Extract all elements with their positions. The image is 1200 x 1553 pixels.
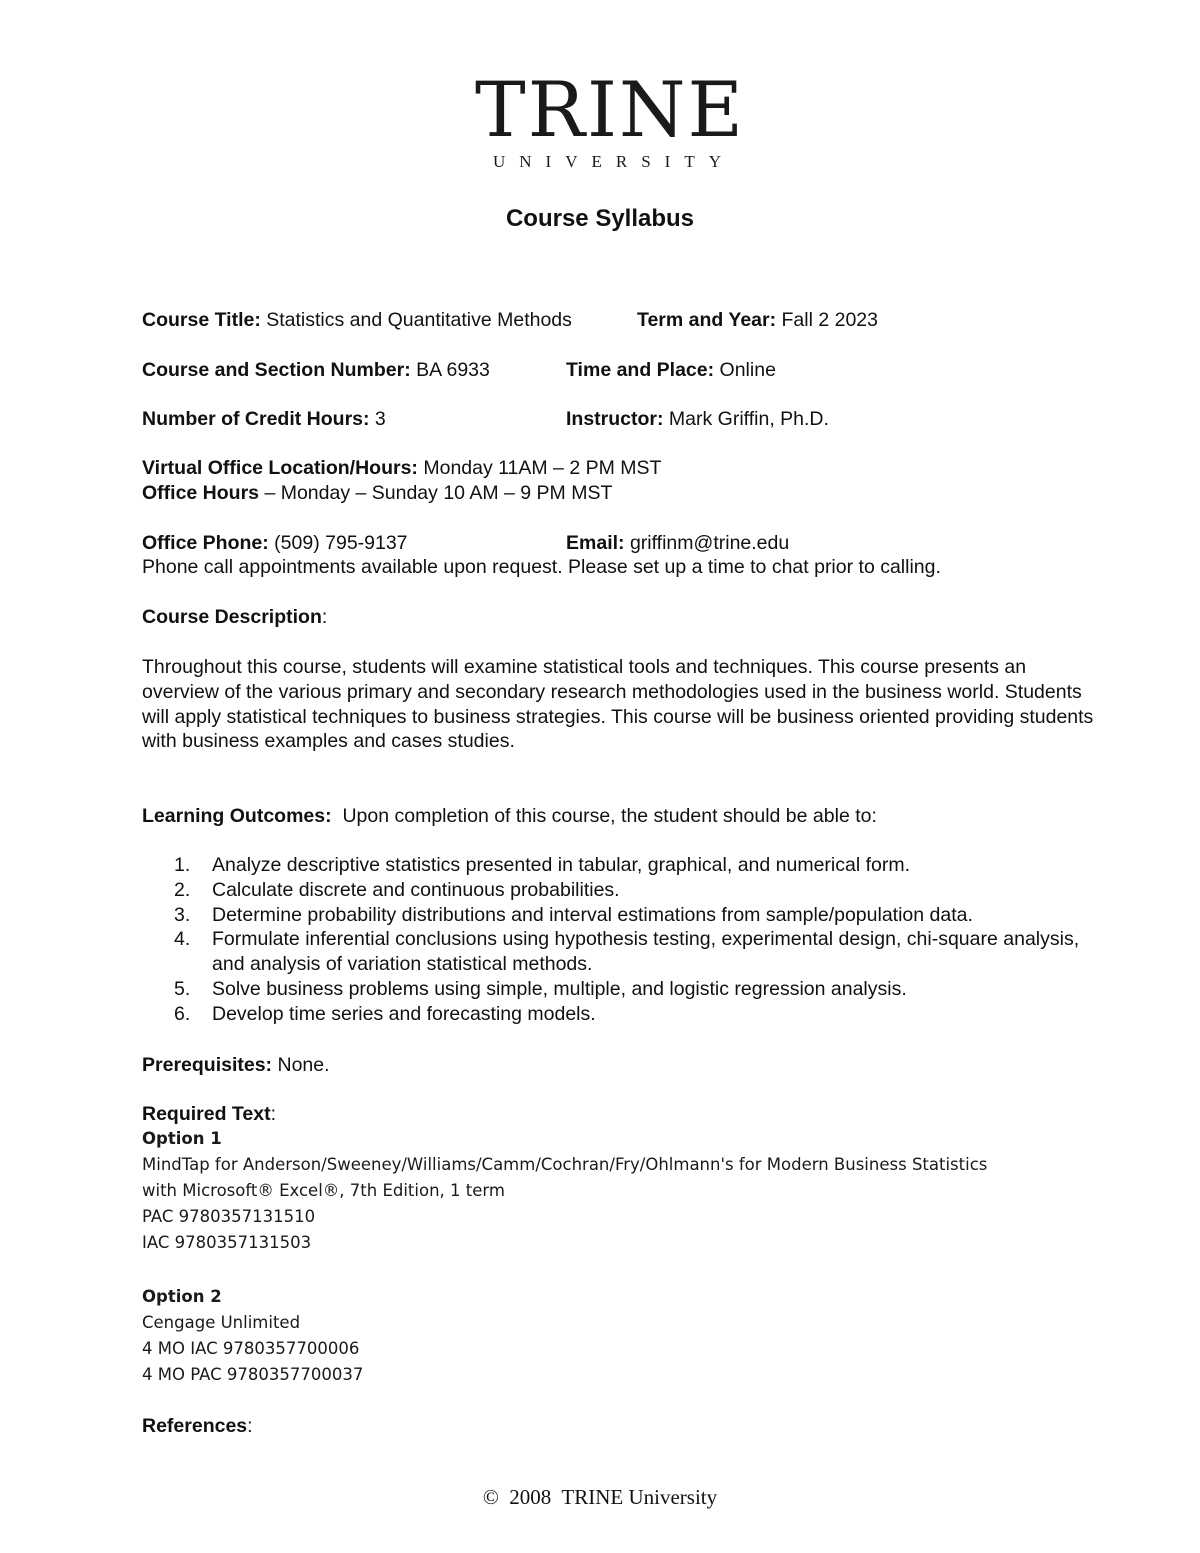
list-item-number: 1. <box>174 854 191 876</box>
prerequisites-value: None. <box>272 1054 330 1076</box>
required-text-heading-colon: : <box>270 1103 276 1125</box>
instructor-line <box>566 407 829 431</box>
course-title-label: Course Title: <box>142 309 261 331</box>
office-hours-line <box>142 481 612 505</box>
references-heading-text: References <box>142 1415 248 1437</box>
page-title: Course Syllabus <box>505 205 695 232</box>
required-text-heading <box>142 1102 276 1126</box>
description-heading-text: Course Description <box>142 606 322 628</box>
prerequisites-label: Prerequisites: <box>142 1054 273 1076</box>
credits-value: 3 <box>369 408 386 430</box>
option1-title-line1: MindTap for Anderson/Sweeney/Williams/Camm/Cochran/Fry/Ohlmann's for Modern Business Statistics <box>142 1155 988 1174</box>
term-value: Fall 2 2023 <box>776 309 878 331</box>
references-heading <box>142 1414 253 1438</box>
credits-line <box>142 407 386 431</box>
list-item <box>142 853 1102 878</box>
prerequisites-line <box>142 1053 330 1077</box>
instructor-value: Mark Griffin, Ph.D. <box>663 408 829 430</box>
section-value: BA 6933 <box>410 359 490 381</box>
trine-university-logo <box>0 65 1200 172</box>
time-label: Time and Place: <box>566 359 715 381</box>
email-line <box>566 531 789 555</box>
outcomes-heading: Learning Outcomes: <box>142 805 332 827</box>
option2-label: Option 2 <box>142 1287 222 1306</box>
email-value[interactable]: griffinm@trine.edu <box>624 532 790 554</box>
list-item-number: 6. <box>174 1002 191 1025</box>
description-heading <box>142 605 327 629</box>
phone-note: Phone call appointments available upon request. Please set up a time to chat prior to calling. <box>142 556 941 578</box>
list-item-number: 3. <box>174 903 191 926</box>
outcomes-intro: Upon completion of this course, the student should be able to: <box>331 805 877 827</box>
virtual-office-value: Monday 11AM – 2 PM MST <box>417 457 662 479</box>
page-footer: © 2008 TRINE University <box>482 1485 718 1509</box>
phone-value: (509) 795-9137 <box>268 532 408 554</box>
list-item <box>142 927 1102 977</box>
email-label: Email: <box>566 532 625 554</box>
term-line <box>637 308 878 332</box>
list-item <box>142 1002 1102 1027</box>
list-item <box>142 903 1102 928</box>
outcomes-heading-line <box>142 804 877 828</box>
list-item-number: 5. <box>174 977 191 1000</box>
logo-wordmark: TRINE <box>475 65 745 154</box>
description-text: Throughout this course, students will examine statistical tools and techniques. This course presents an overview of the various primary and secondary research methodologies used in the business world. Students will apply statistical techniques to business strategies. This course will be business oriented providing students with business examples and cases studies. <box>142 656 1094 753</box>
list-item <box>142 977 1102 1002</box>
list-item-text: Develop time series and forecasting models. <box>212 1002 596 1025</box>
credits-label: Number of Credit Hours: <box>142 408 370 430</box>
virtual-office-label: Virtual Office Location/Hours: <box>142 457 418 479</box>
outcomes-list <box>142 853 1102 1027</box>
option2-iac: 4 MO IAC 9780357700006 <box>142 1339 360 1358</box>
term-label: Term and Year: <box>637 309 777 331</box>
instructor-label: Instructor: <box>566 408 664 430</box>
phone-label: Office Phone: <box>142 532 269 554</box>
list-item-text: Calculate discrete and continuous probabilities. <box>212 878 620 901</box>
references-heading-colon: : <box>247 1415 253 1437</box>
logo-subtitle: UNIVERSITY <box>493 152 735 171</box>
list-item-text: Formulate inferential conclusions using hypothesis testing, experimental design, chi-square analysis, and analysis of variation statistical methods. <box>212 928 1080 976</box>
phone-line <box>142 531 408 555</box>
time-line <box>566 358 776 382</box>
course-title-value: Statistics and Quantitative Methods <box>260 309 572 331</box>
course-title-line <box>142 308 572 332</box>
list-item-text: Solve business problems using simple, multiple, and logistic regression analysis. <box>212 977 907 1000</box>
option1-iac: IAC 9780357131503 <box>142 1233 312 1252</box>
list-item-number: 2. <box>174 878 191 901</box>
required-text-heading-text: Required Text <box>142 1103 271 1125</box>
option1-title-line2: with Microsoft® Excel®, 7th Edition, 1 term <box>142 1181 505 1200</box>
office-hours-label: Office Hours <box>142 482 260 504</box>
list-item-text: Determine probability distributions and interval estimations from sample/population data. <box>212 903 973 926</box>
section-label: Course and Section Number: <box>142 359 411 381</box>
option1-pac: PAC 9780357131510 <box>142 1207 316 1226</box>
office-hours-value: – Monday – Sunday 10 AM – 9 PM MST <box>259 482 613 504</box>
list-item-text: Analyze descriptive statistics presented in tabular, graphical, and numerical form. <box>212 854 911 876</box>
section-line <box>142 358 490 382</box>
virtual-office-line <box>142 456 661 480</box>
list-item <box>142 878 1102 903</box>
option2-pac: 4 MO PAC 9780357700037 <box>142 1365 364 1384</box>
option1-label: Option 1 <box>142 1129 222 1148</box>
description-heading-colon: : <box>321 606 328 628</box>
list-item-number: 4. <box>174 928 191 951</box>
option2-title: Cengage Unlimited <box>142 1313 301 1332</box>
time-value: Online <box>714 359 776 381</box>
